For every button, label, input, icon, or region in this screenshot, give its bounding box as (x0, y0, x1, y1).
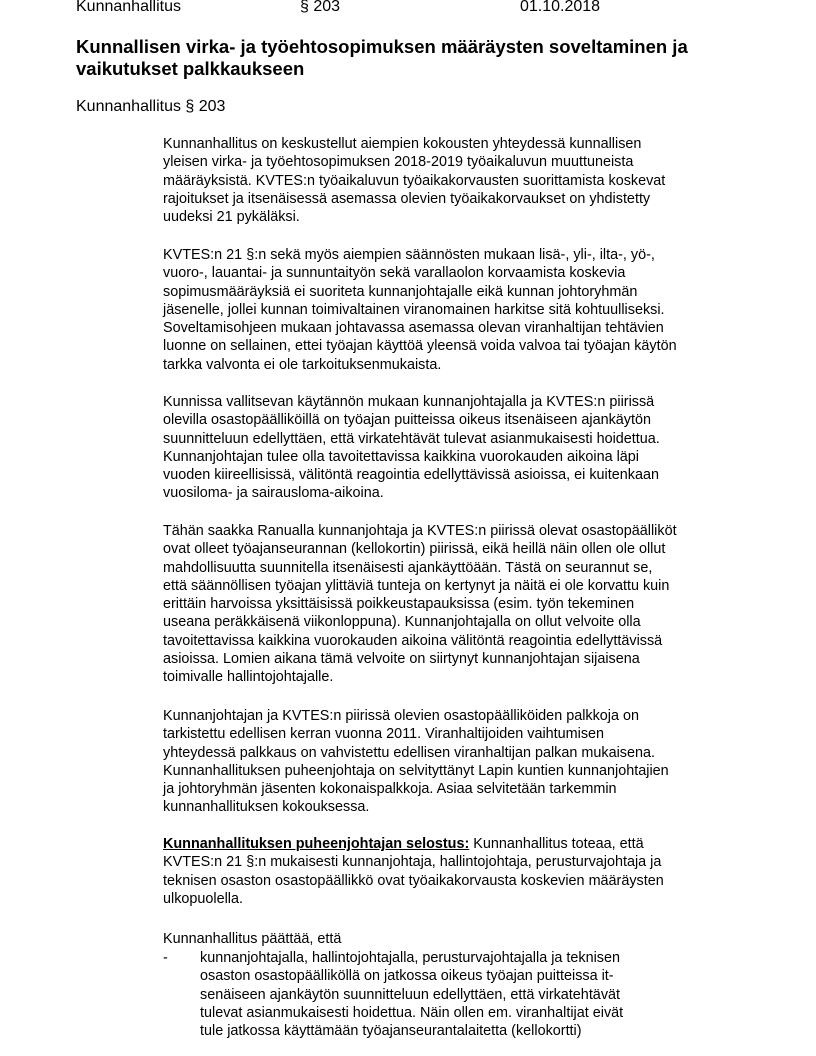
chair-statement-label: Kunnanhallituksen puheenjohtajan selostus: (163, 836, 470, 852)
document-title: Kunnallisen virka- ja työehtosopimuksen määräysten soveltaminen ja vaikutukset palkkaukseen (76, 36, 688, 79)
paragraph: Kunnissa vallitsevan käytännön mukaan kunnanjohtajalla ja KVTES:n piirissä olevilla osastopäälliköillä on työajan puitteissa oikeus itsenäiseen ajankäytön suunnitteluun edellyttäen, että virkatehtävät tulevat asianmukaisesti hoidettua. Kunnanjohtajan tulee olla tavoitettavissa kaikkina vuorokauden aikoina läpi vuoden kiireellisissä, välitöntä reagointia edellyttävissä asioissa, ei kuitenkaan vuosiloma- ja sairausloma-aikoina. (163, 394, 660, 502)
chair-statement (163, 835, 664, 908)
decision-bullet-item: kunnanjohtajalla, hallintojohtajalla, perusturvajohtajalla ja teknisen osaston osastopäälliköllä on jatkossa oikeus työajan puitteissa it- senäiseen ajankäytön suunnitteluun edellyttäen, että virkatehtävät tulevat asianmukaisesti hoidettua. Näin ollen em. viranhaltijat eivät tule jatkossa käyttämään työajanseurantalaitetta (kellokortti) (200, 950, 624, 1040)
header-date: 01.10.2018 (520, 0, 601, 15)
chair-statement-text: Kunnanhallitus toteaa, että KVTES:n 21 §:n mukaisesti kunnanjohtaja, hallintojohtaja, perusturvajohtaja ja teknisen osaston osastopäällikkö ovat työaikakorvausta koskevien määräysten ulkopuolella. (163, 836, 664, 907)
header-section: § 203 (300, 0, 341, 15)
paragraph: Kunnanhallitus on keskustellut aiempien kokousten yhteydessä kunnallisen yleisen virka- ja työehtosopimuksen 2018-2019 työaikaluvun muuttuneista määräyksistä. KVTES:n työaikaluvun työaikakorvausten suorittamista koskevat rajoitukset ja itsenäisessä asemassa olevien työaikakorvaukset on yhdistetty uudeksi 21 pykäläksi. (163, 136, 666, 226)
decision-intro: Kunnanhallitus päättää, että (163, 931, 342, 947)
paragraph: Tähän saakka Ranualla kunnanjohtaja ja KVTES:n piirissä olevat osastopäälliköt ovat olleet työajanseurannan (kellokortin) piirissä, eikä heillä näin ollen ole ollut mahdollisuutta suunnitella itsenäisesti ajankäyttöään. Tästä on seurannut se, että säännöllisen työajan ylittäviä tunteja on kertynyt ja näitä ei ole korvattu kuin erittäin harvoissa yksittäisissä poikkeustapauksissa (esim. työn tekeminen useana peräkkäisenä viikonloppuna). Kunnanjohtajalla on ollut velvoite olla tavoitettavissa kaikkina vuorokauden aikoina välitöntä reagointia edellyttävissä asioissa. Lomien aikana tämä velvoite on siirtynyt kunnanjohtajan sijaisena toimivalle hallintojohtajalle. (163, 523, 677, 686)
paragraph: KVTES:n 21 §:n sekä myös aiempien säännösten mukaan lisä-, yli-, ilta-, yö-, vuoro-, lauantai- ja sunnuntaityön sekä varallaolon korvaamista koskevia sopimusmääräyksiä ei suoriteta kunnanjohtajalle eikä kunnan johtoryhmän jäsenelle, jollei kunnan toimivaltainen viranomainen harkitse sitä kohtuulliseksi. Soveltamisohjeen mukaan johtavassa asemassa olevan viranhaltijan tehtävien luonne on sellainen, ettei työajan käyttöä yleensä voida valvoa tai työajan käytön tarkka valvonta ei ole tarkoituksenmukaista. (163, 247, 677, 373)
header-organ: Kunnanhallitus (76, 0, 181, 15)
bullet-dash: - (163, 950, 168, 966)
section-subheading: Kunnanhallitus § 203 (76, 98, 226, 115)
paragraph: Kunnanjohtajan ja KVTES:n piirissä olevien osastopäälliköiden palkkoja on tarkistettu edellisen kerran vuonna 2011. Viranhaltijoiden vaihtumisen yhteydessä palkkaus on vahvistettu edellisen viranhaltijan palkan mukaisena. Kunnanhallituksen puheenjohtaja on selvityttänyt Lapin kuntien kunnanjohtajien ja johtoryhmän jäsenten kokonaispalkkoja. Asiaa selvitetään tarkemmin kunnanhallituksen kokouksessa. (163, 708, 669, 816)
